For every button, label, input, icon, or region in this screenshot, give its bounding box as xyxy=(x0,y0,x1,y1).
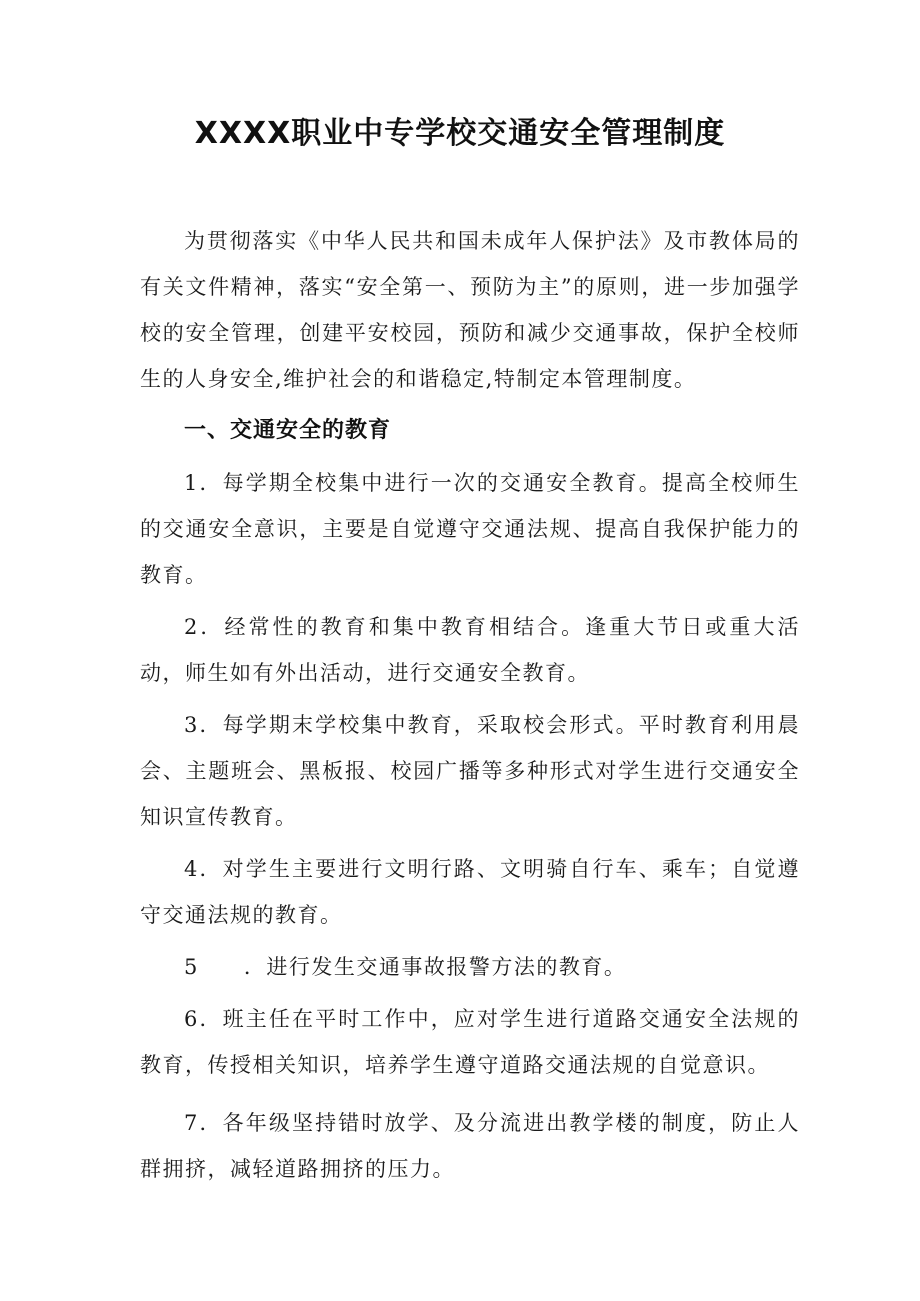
spacer xyxy=(140,1088,800,1100)
list-item-3: 3．每学期末学校集中教育，采取校会形式。平时教育利用晨会、主题班会、黑板报、校园广播等多种形式对学生进行交通安全知识宣传教育。 xyxy=(140,713,800,829)
document-title: XXXX职业中专学校交通安全管理制度 xyxy=(194,116,726,151)
section-heading: 一、交通安全的教育 xyxy=(184,418,392,443)
document-body xyxy=(140,218,800,1192)
list-item-5: 5 ．进行发生交通事故报警方法的教育。 xyxy=(184,955,627,979)
list-item-7: 7．各年级坚持错时放学、及分流进出教学楼的制度，防止人群拥挤，减轻道路拥挤的压力。 xyxy=(140,1111,800,1181)
list-item-4: 4．对学生主要进行文明行路、文明骑自行车、乘车；自觉遵守交通法规的教育。 xyxy=(140,857,800,927)
intro-paragraph: 为贯彻落实《中华人民共和国未成年人保护法》及市教体局的有关文件精神，落实“安全第一、预防为主”的原则，进一步加强学校的安全管理，创建平安校园，预防和减少交通事故，保护全校师生的人身安全,维护社会的和谐稳定,特制定本管理制度。 xyxy=(140,229,800,391)
list-item-2: 2．经常性的教育和集中教育相结合。逢重大节日或重大活动，师生如有外出活动，进行交通安全教育。 xyxy=(140,615,800,685)
list-item-1: 1．每学期全校集中进行一次的交通安全教育。提高全校师生的交通安全意识，主要是自觉遵守交通法规、提高自我保护能力的教育。 xyxy=(140,471,800,587)
list-item-6: 6．班主任在平时工作中，应对学生进行道路交通安全法规的教育，传授相关知识，培养学生遵守道路交通法规的自觉意识。 xyxy=(140,1007,800,1077)
